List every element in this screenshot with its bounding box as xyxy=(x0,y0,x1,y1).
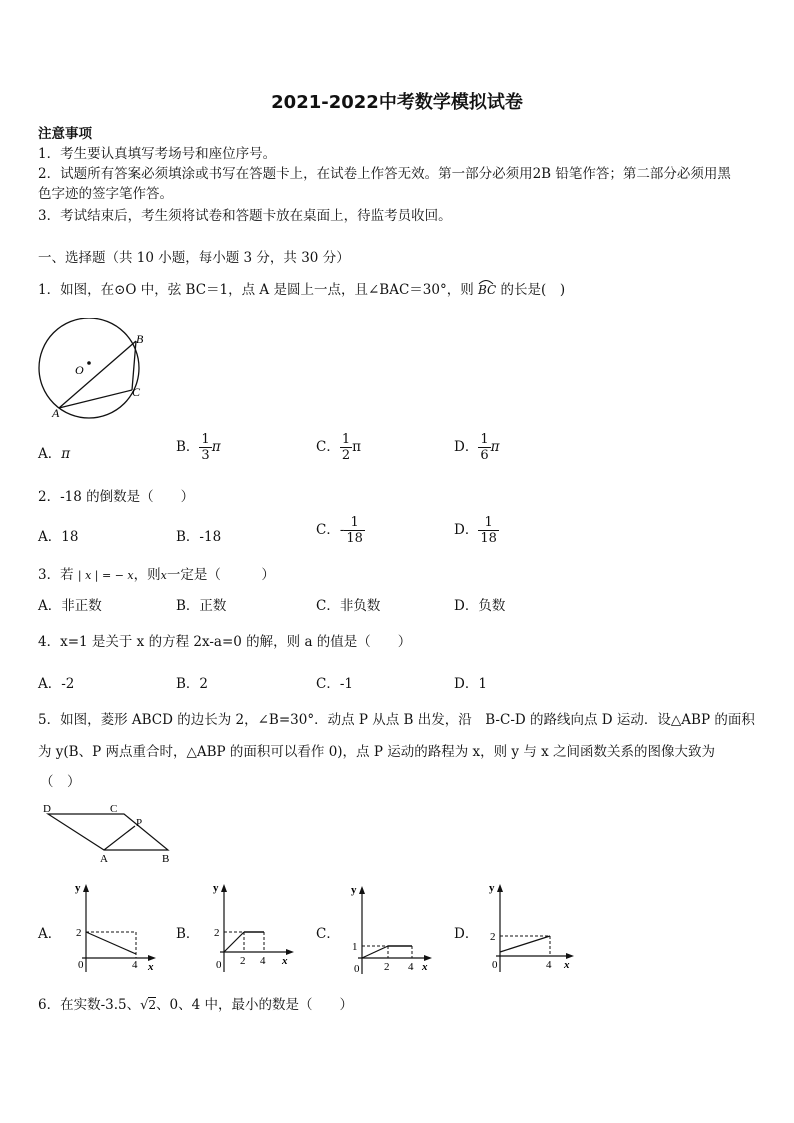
question-3-stem: 3．若 | x | = − x，则x一定是（ ） xyxy=(38,567,275,583)
q2-option-d[interactable]: D． $\frac{1}{18}$ xyxy=(454,515,497,546)
svg-text:0: 0 xyxy=(78,959,84,971)
svg-text:y: y xyxy=(213,882,219,894)
q5-graph-c[interactable] xyxy=(346,882,436,978)
svg-text:4: 4 xyxy=(132,959,138,971)
q1-stem-text: 1．如图，在⊙O 中，弦 BC＝1，点 A 是圆上一点，且∠BAC＝30°，则 xyxy=(38,282,474,298)
q2-option-b[interactable]: B．-18 xyxy=(176,529,222,545)
svg-text:x: x xyxy=(148,961,154,973)
q5-option-c-label[interactable]: C． xyxy=(316,926,340,942)
question-6-stem: 6．在实数-3.5、√2、0、4 中，最小的数是（ ） xyxy=(38,997,354,1013)
q2-option-a[interactable]: A．18 xyxy=(38,529,79,545)
svg-text:0: 0 xyxy=(216,959,222,971)
svg-text:2: 2 xyxy=(214,927,220,939)
q5-graph-d[interactable] xyxy=(484,880,578,976)
svg-text:y: y xyxy=(489,882,495,894)
svg-text:4: 4 xyxy=(408,961,414,973)
label-a: A xyxy=(100,853,108,865)
svg-text:y: y xyxy=(351,884,357,896)
svg-text:x: x xyxy=(282,955,288,967)
svg-text:x: x xyxy=(564,959,570,971)
question-2-stem: 2．-18 的倒数是（ ） xyxy=(38,489,195,505)
question-5-line-2: 为 y(B、P 两点重合时，△ABP 的面积可以看作 0)，点 P 运动的路程为 x，则 y 与 x 之间函数关系的图像大致为 xyxy=(38,744,716,760)
chord-bc xyxy=(132,341,136,390)
q1-stem-end: 的长是( ) xyxy=(500,282,566,298)
segment-ap xyxy=(104,826,135,850)
label-d: D xyxy=(43,803,51,815)
q4-option-c[interactable]: C．-1 xyxy=(316,676,353,692)
arc-bc: BC xyxy=(478,282,496,298)
q3-option-d[interactable]: D．负数 xyxy=(454,598,506,614)
q2-option-c[interactable]: C．- $\frac{1}{18}$ xyxy=(316,515,363,546)
svg-text:0: 0 xyxy=(492,959,498,971)
note-item: 1．考生要认真填写考场号和座位序号。 xyxy=(38,146,277,162)
arc-symbol-icon xyxy=(478,279,494,285)
question-5-line-3: （ ） xyxy=(40,774,81,790)
question-1-stem xyxy=(38,278,565,298)
label-a: A xyxy=(52,406,60,420)
svg-text:1: 1 xyxy=(352,941,358,953)
fraction: $\frac{1}{3}$ xyxy=(201,432,210,463)
question-4-stem: 4．x=1 是关于 x 的方程 2x-a=0 的解，则 a 的值是（ ） xyxy=(38,634,412,650)
fraction: $\frac{1}{2}$ xyxy=(341,432,351,463)
svg-text:2: 2 xyxy=(240,955,246,967)
q3-option-b[interactable]: B．正数 xyxy=(176,598,227,614)
notes-heading: 注意事项 xyxy=(38,126,92,142)
svg-text:4: 4 xyxy=(260,955,266,967)
fraction: $\frac{1}{6}$ xyxy=(480,432,489,463)
q1-option-d[interactable]: D． $\frac{1}{6}$ π xyxy=(454,432,500,463)
q5-option-a-label[interactable]: A． xyxy=(38,926,62,942)
fraction: $\frac{1}{18}$ xyxy=(480,515,497,546)
svg-text:2: 2 xyxy=(384,961,390,973)
q5-graph-b[interactable] xyxy=(208,880,298,976)
sqrt-2: √2 xyxy=(140,998,157,1013)
svg-text:x: x xyxy=(422,961,428,973)
label-c: C xyxy=(110,803,118,815)
page-title: 2021-2022中考数学模拟试卷 xyxy=(271,92,523,113)
circle-o xyxy=(39,318,139,418)
svg-text:2: 2 xyxy=(490,931,496,943)
q5-option-d-label[interactable]: D． xyxy=(454,926,479,942)
svg-text:0: 0 xyxy=(354,963,360,975)
section-heading: 一、选择题（共 10 小题，每小题 3 分，共 30 分） xyxy=(38,250,350,266)
center-dot xyxy=(87,361,91,365)
note-item: 2．试题所有答案必须填涂或书写在答题卡上，在试卷上作答无效。第一部分必须用2B 铅笔作答；第二部分必须用黑 xyxy=(38,166,731,182)
q4-option-b[interactable]: B．2 xyxy=(176,676,209,692)
svg-text:2: 2 xyxy=(76,927,82,939)
label-o: O xyxy=(75,363,84,377)
label-b: B xyxy=(136,332,144,346)
q3-option-a[interactable]: A．非正数 xyxy=(38,598,102,614)
abs-expression: | x | = − x xyxy=(77,569,134,582)
svg-text:y: y xyxy=(75,882,81,894)
rhombus-abcd xyxy=(48,814,168,850)
question-5-line-1: 5．如图，菱形 ABCD 的边长为 2，∠B=30°．动点 P 从点 B 出发，沿 B-C-D 的路线向点 D 运动．设△ABP 的面积 xyxy=(38,712,755,728)
svg-text:4: 4 xyxy=(546,959,552,971)
rhombus-figure xyxy=(38,800,178,866)
q4-option-a[interactable]: A．-2 xyxy=(38,676,75,692)
q3-option-c[interactable]: C．非负数 xyxy=(316,598,381,614)
q1-option-c[interactable]: C． $\frac{1}{2}$ π xyxy=(316,432,361,463)
q5-option-b-label[interactable]: B． xyxy=(176,926,200,942)
label-c: C xyxy=(132,385,141,399)
q1-option-a[interactable]: A．π xyxy=(38,446,71,462)
label-b: B xyxy=(162,853,170,865)
q5-graph-a[interactable] xyxy=(70,880,160,976)
label-p: P xyxy=(136,817,143,829)
note-item: 色字迹的签字笔作答。 xyxy=(38,186,173,202)
fraction: $\frac{1}{18}$ xyxy=(346,515,363,546)
q1-option-b[interactable]: B． $\frac{1}{3}$ π xyxy=(176,432,221,463)
circle-figure xyxy=(30,318,155,422)
note-item: 3．考试结束后，考生须将试卷和答题卡放在桌面上，待监考员收回。 xyxy=(38,208,452,224)
q4-option-d[interactable]: D．1 xyxy=(454,676,487,692)
